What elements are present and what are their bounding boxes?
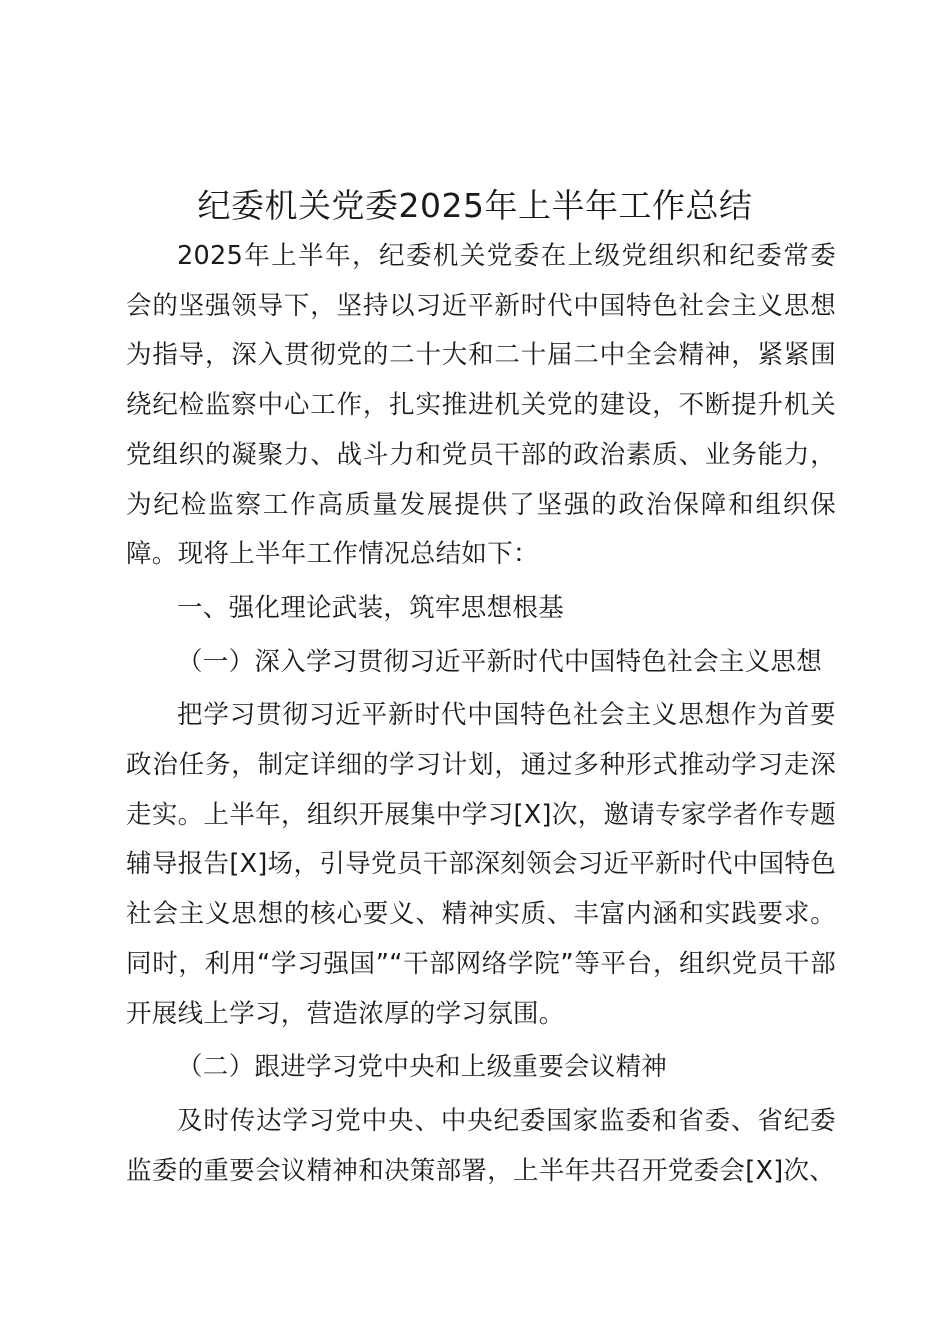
subsection-heading-2: （二）跟进学习党中央和上级重要会议精神	[177, 1052, 668, 1083]
subsection-heading-1: （一）深入学习贯彻习近平新时代中国特色社会主义思想	[177, 646, 823, 677]
section-heading-1: 一、强化理论武装，筑牢思想根基	[177, 592, 565, 623]
body-paragraph: 把学习贯彻习近平新时代中国特色社会主义思想作为首要政治任务，制定详细的学习计划，通过多种形式推动学习走深走实。上半年，组织开展集中学习[X]次，邀请专家学者作专题辅导报告[X]场，引导党员干部深刻领会习近平新时代中国特色社会主义思想的核心要义、精神实质、丰富内涵和实践要求。同时，利用“学习强国”“干部网络学院”等平台，组织党员干部开展线上学习，营造浓厚的学习氛围。	[126, 700, 836, 1029]
body-paragraph: 及时传达学习党中央、中央纪委国家监委和省委、省纪委监委的重要会议精神和决策部署，上半年共召开党委会[X]次、	[126, 1105, 836, 1186]
document-title: 纪委机关党委2025年上半年工作总结	[197, 186, 753, 225]
document-body	[126, 232, 836, 1196]
intro-paragraph: 2025年上半年，纪委机关党委在上级党组织和纪委常委会的坚强领导下，坚持以习近平新时代中国特色社会主义思想为指导，深入贯彻党的二十大和二十届二中全会精神，紧紧围绕纪检监察中心工作，扎实推进机关党的建设，不断提升机关党组织的凝聚力、战斗力和党员干部的政治素质、业务能力，为纪检监察工作高质量发展提供了坚强的政治保障和组织保障。现将上半年工作情况总结如下：	[126, 241, 836, 570]
